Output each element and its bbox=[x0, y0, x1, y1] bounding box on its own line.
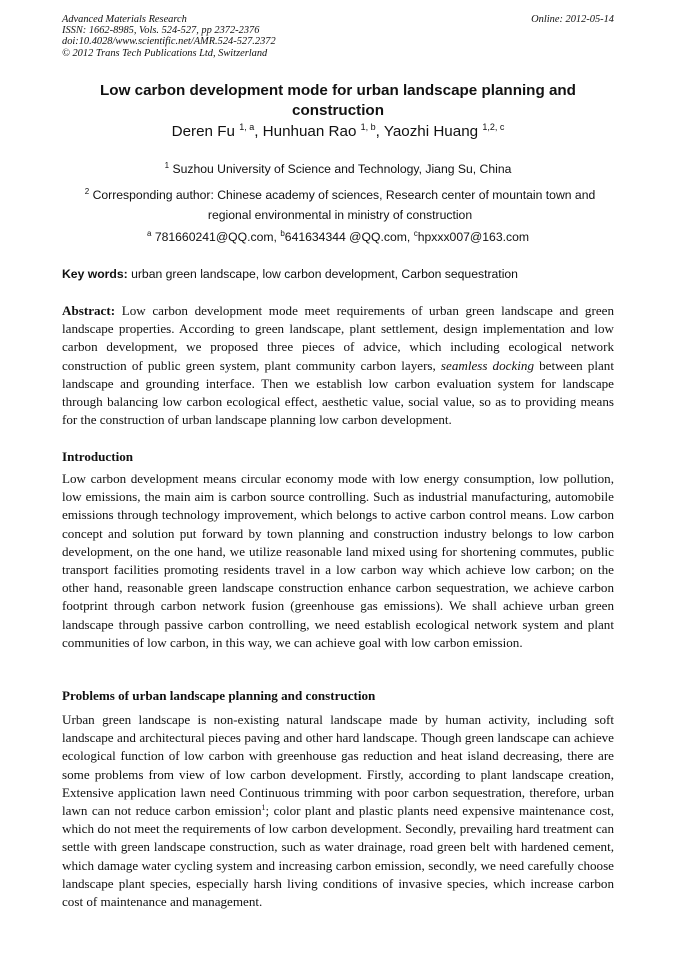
title-line-1: Low carbon development mode for urban landscape planning and bbox=[100, 82, 576, 99]
journal-doi: doi:10.4028/www.scientific.net/AMR.524-527.2372 bbox=[62, 36, 276, 48]
introduction-body: Low carbon development means circular economy mode with low energy consumption, low pollution, low emissions, the main aim is carbon source controlling. Such as industrial manufacturing, automobile emissions through technology improvement, which belongs to active carbon control means. Low carbon concept and solution put forward by town planning and construction industry belongs to low carbon development, on the one hand, we utilize reasonable land mixed using for shortening commutes, public transport facilities promoting residents travel in a low carbon way which achieve low carbon; on the other hand, reasonable green landscape construction enhance carbon sequestration, we achieve carbon footprint through carbon network fusion (greenhouse gas emissions). We shall achieve urban green landscape through passive carbon controlling, we need establish ecological network system and plant communities of low carbon, in this way, we can achieve goal with low carbon emission. bbox=[62, 471, 614, 650]
abstract bbox=[62, 302, 614, 429]
author-affiliation-mark: 1, a bbox=[239, 122, 255, 132]
email-c: hpxxx007@163.com bbox=[417, 230, 530, 244]
author-affiliation-mark: 1,2, c bbox=[482, 122, 505, 132]
email-mark: a bbox=[146, 229, 152, 238]
problems-heading: Problems of urban landscape planning and construction bbox=[62, 688, 376, 703]
keywords-text: urban green landscape, low carbon development, Carbon sequestration bbox=[131, 267, 518, 281]
email-mark: b bbox=[280, 229, 285, 238]
abstract-text-cont: between plant landscape and grounding interface. Then we establish low carbon evaluation system for landscape through balancing low carbon ecological effect, aesthetic value, social value, so as to providing means for the construction of urban landscape planning low carbon development. bbox=[62, 357, 614, 428]
email-b: 641634344 @QQ.com, bbox=[284, 230, 411, 244]
author-name: Deren Fu bbox=[171, 123, 235, 140]
affiliation-2-line-1: $^2$ Corresponding author: Chinese academy of sciences, Research center of mountain town and bbox=[84, 187, 596, 202]
keywords-label: Key words: bbox=[62, 267, 128, 281]
journal-header bbox=[62, 14, 276, 59]
problems-text-cont: ; color plant and plastic plants need expensive maintenance cost, which do not meet the requirements of low carbon development. Secondly, prevailing hard treatment can settle with green landscape construction, such as water drainage, road green belt with hardened cement, which damage water cycling system and increasing carbon emission, secondly, we need carefully choose landscape plant species, especially harsh living conditions of invasive species, which increase carbon cost of maintenance and management. bbox=[62, 803, 614, 910]
author-name: Yaozhi Huang bbox=[383, 123, 479, 140]
paper-title bbox=[62, 81, 614, 121]
abstract-italic: seamless docking bbox=[440, 357, 534, 373]
affiliation-2 bbox=[60, 185, 620, 225]
affiliation-mark: 1 bbox=[164, 161, 170, 170]
citation-mark: 1 bbox=[261, 803, 266, 813]
author-affiliation-mark: 1, b bbox=[360, 122, 376, 132]
abstract-label: Abstract: bbox=[62, 303, 116, 318]
title-line-2: construction bbox=[292, 102, 384, 119]
online-date: Online: 2012-05-14 bbox=[531, 14, 614, 25]
problems-text: Urban green landscape is non-existing natural landscape made by human activity, including soft landscape and architectural pieces paving and other hard landscape. Though green landscape can achieve ecological function of low carbon with greenhouse gas reduction and heat island decreasing, there are some problems from view of low carbon development. Firstly, according to plant landscape creation, Extensive application lawn need Continuous trimming with poor carbon sequestration, therefore, urban lawn can not reduce carbon emission bbox=[62, 712, 614, 819]
affiliation-text: Suzhou University of Science and Technology, Jiang Su, China bbox=[172, 162, 512, 176]
author-emails bbox=[62, 227, 614, 247]
affiliation-1 bbox=[62, 159, 614, 179]
journal-name: Advanced Materials Research bbox=[62, 14, 187, 25]
keywords bbox=[62, 266, 622, 282]
author-name: Hunhuan Rao bbox=[262, 123, 357, 140]
journal-copyright: © 2012 Trans Tech Publications Ltd, Switzerland bbox=[62, 47, 268, 59]
affiliation-mark: 2 bbox=[84, 187, 90, 196]
email-a: 781660241@QQ.com, bbox=[154, 230, 277, 244]
introduction-heading: Introduction bbox=[62, 449, 134, 464]
email-mark: c bbox=[413, 229, 418, 238]
affiliation-2-line-2: regional environmental in ministry of construction bbox=[207, 208, 473, 222]
journal-issn: ISSN: 1662-8985, Vols. 524-527, pp 2372-2376 bbox=[62, 25, 260, 37]
problems-body bbox=[62, 711, 614, 911]
author-list: Deren Fu $^{1, a}$, Hunhuan Rao $^{1, b}$, Yaozhi Huang $^{1,2, c}$ bbox=[171, 122, 505, 140]
abstract-text: Low carbon development mode meet requirements of urban green landscape and green landscape properties. According to green landscape, plant settlement, design implementation and low carbon development, we proposed three pieces of advice, which including ecological network construction of public green system, plant community carbon layers, bbox=[62, 303, 614, 373]
